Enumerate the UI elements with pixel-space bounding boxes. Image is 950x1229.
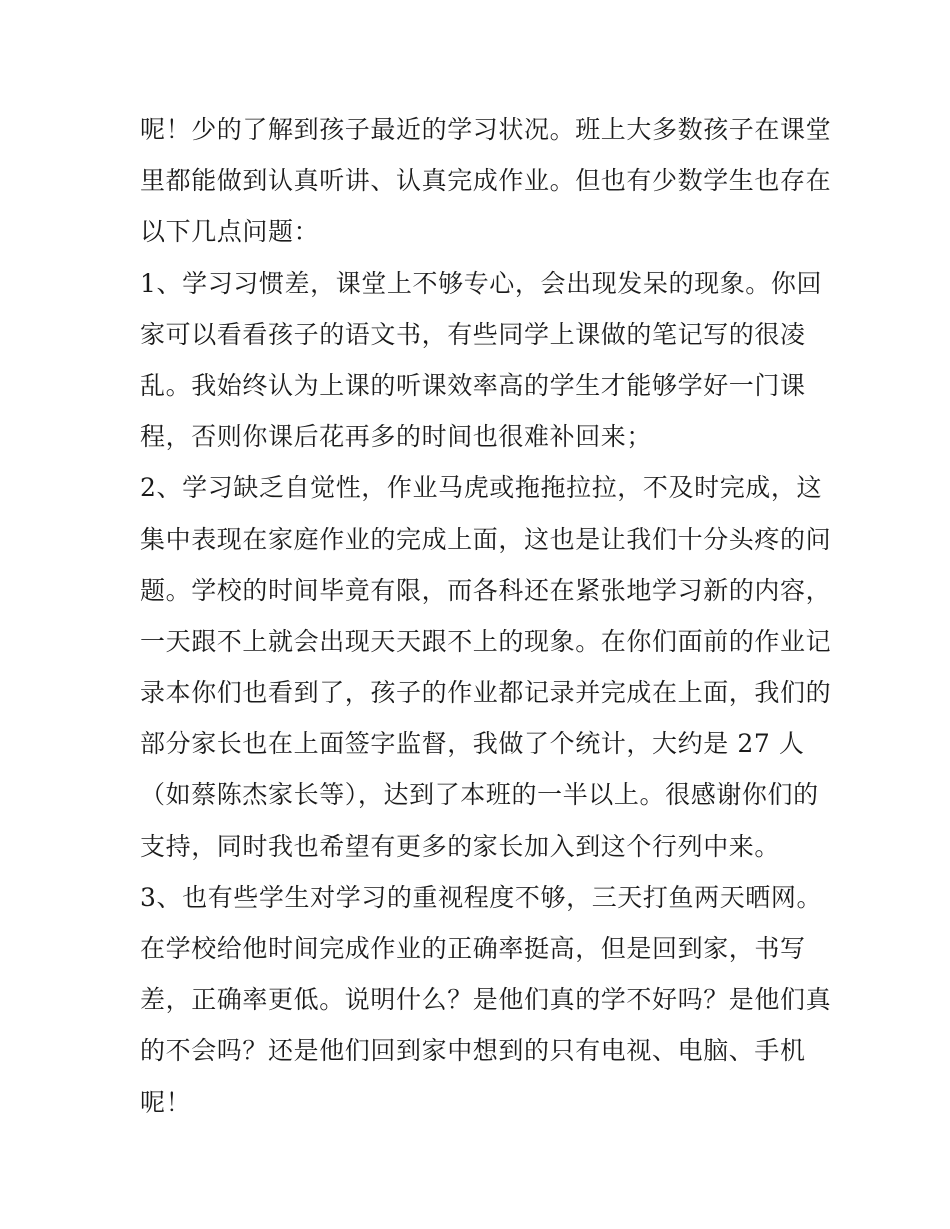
text-line: 乱。我始终认为上课的听课效率高的学生才能够学好一门课 xyxy=(140,370,806,400)
text-line: 的不会吗？还是他们回到家中想到的只有电视、电脑、手机 xyxy=(140,1036,806,1066)
text-line: 集中表现在家庭作业的完成上面，这也是让我们十分头疼的问 xyxy=(140,524,832,554)
text-line: 1、学习习惯差，课堂上不够专心，会出现发呆的现象。你回 xyxy=(140,268,823,298)
body-text xyxy=(140,104,832,1128)
text-line: 3、也有些学生对学习的重视程度不够，三天打鱼两天晒网。 xyxy=(140,882,823,912)
text-line: 录本你们也看到了，孩子的作业都记录并完成在上面，我们的 xyxy=(140,678,832,708)
text-line: 差，正确率更低。说明什么？是他们真的学不好吗？是他们真 xyxy=(140,985,832,1015)
text-line: 部分家长也在上面签字监督，我做了个统计，大约是 27 人 xyxy=(140,729,805,759)
text-line: 里都能做到认真听讲、认真完成作业。但也有少数学生也存在 xyxy=(140,166,832,196)
text-line: 题。学校的时间毕竟有限，而各科还在紧张地学习新的内容， xyxy=(140,575,832,605)
text-line: 呢！ xyxy=(140,1087,192,1117)
text-line: 在学校给他时间完成作业的正确率挺高，但是回到家，书写 xyxy=(140,934,806,963)
text-line: 一天跟不上就会出现天天跟不上的现象。在你们面前的作业记 xyxy=(140,626,832,656)
text-line: （如蔡陈杰家长等），达到了本班的一半以上。很感谢你们的 xyxy=(140,780,819,810)
text-line: 支持，同时我也希望有更多的家长加入到这个行列中来。 xyxy=(140,831,781,861)
text-line: 程，否则你课后花再多的时间也很难补回来； xyxy=(140,422,653,452)
text-line: 家可以看看孩子的语文书，有些同学上课做的笔记写的很凌 xyxy=(140,319,806,349)
text-line: 以下几点问题： xyxy=(140,217,320,247)
text-line: 2、学习缺乏自觉性，作业马虎或拖拖拉拉，不及时完成，这 xyxy=(140,473,823,503)
text-line: 呢！少的了解到孩子最近的学习状况。班上大多数孩子在课堂 xyxy=(140,115,832,144)
